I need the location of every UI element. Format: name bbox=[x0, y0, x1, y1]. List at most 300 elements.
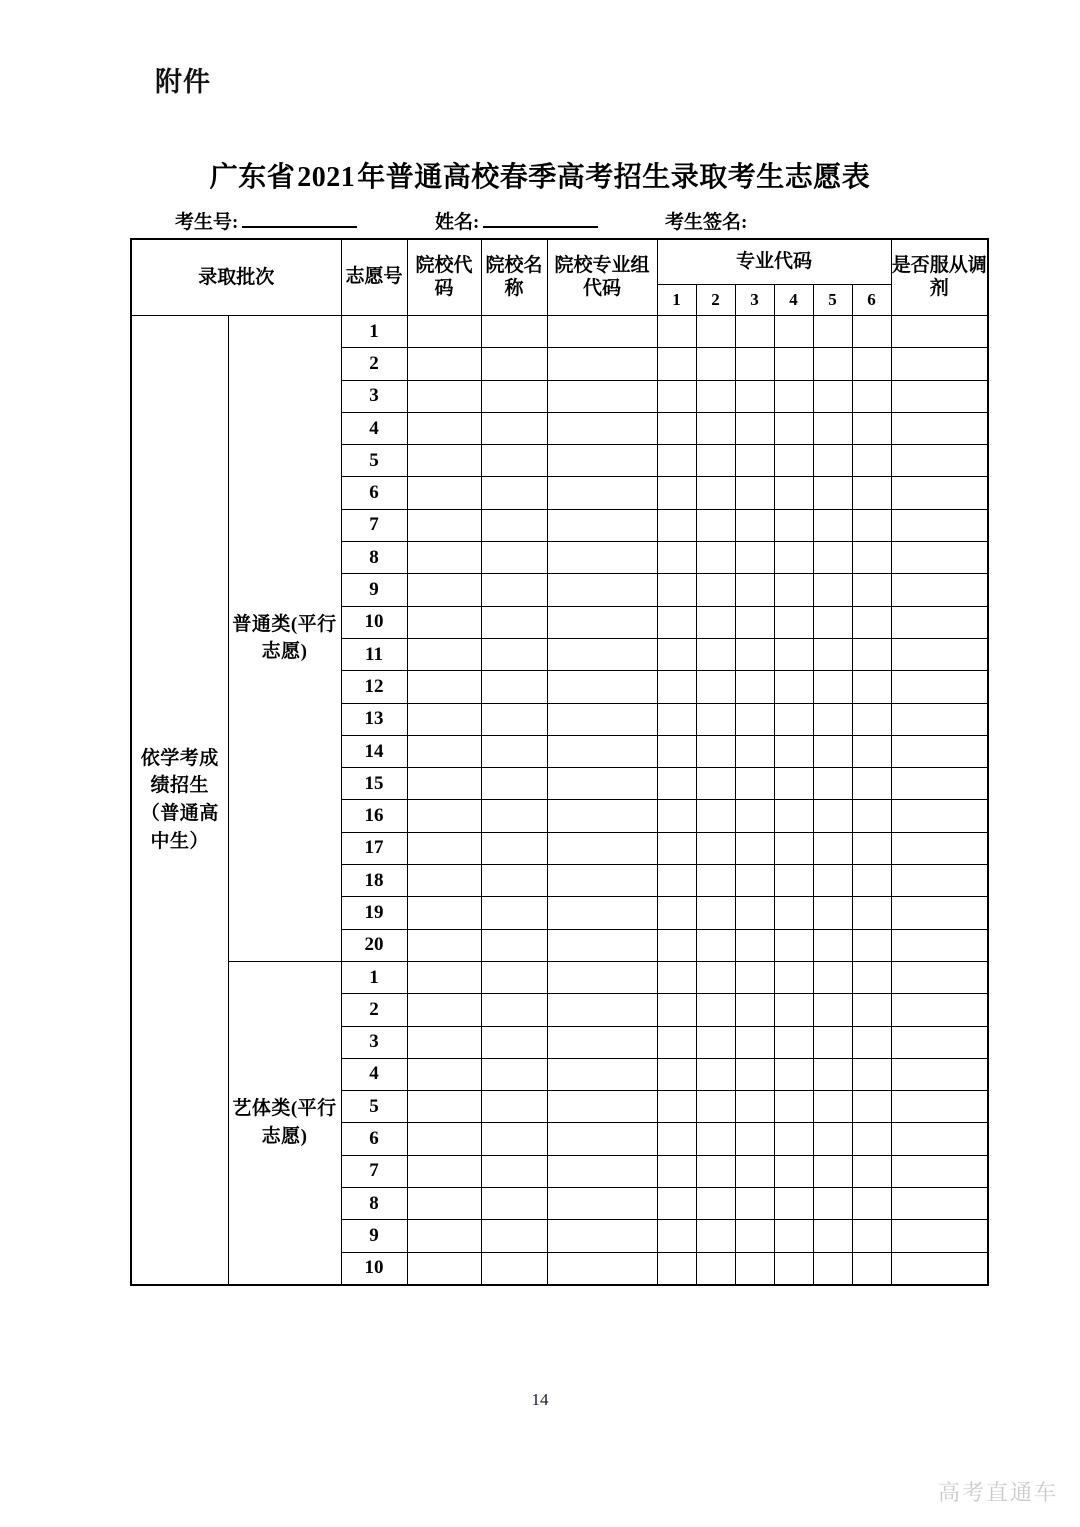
cell-school-name[interactable] bbox=[481, 1188, 547, 1220]
cell-school-name[interactable] bbox=[481, 768, 547, 800]
cell-school-group-code[interactable] bbox=[547, 1155, 657, 1187]
cell-major-6[interactable] bbox=[852, 1155, 891, 1187]
cell-obey-adjust[interactable] bbox=[891, 800, 988, 832]
cell-obey-adjust[interactable] bbox=[891, 445, 988, 477]
cell-major-1[interactable] bbox=[657, 961, 696, 993]
cell-obey-adjust[interactable] bbox=[891, 1058, 988, 1090]
cell-school-name[interactable] bbox=[481, 1220, 547, 1252]
cell-major-3[interactable] bbox=[735, 800, 774, 832]
cell-school-code[interactable] bbox=[407, 897, 481, 929]
cell-major-4[interactable] bbox=[774, 671, 813, 703]
cell-major-4[interactable] bbox=[774, 703, 813, 735]
cell-major-5[interactable] bbox=[813, 1252, 852, 1285]
cell-school-group-code[interactable] bbox=[547, 1058, 657, 1090]
cell-major-4[interactable] bbox=[774, 897, 813, 929]
cell-major-6[interactable] bbox=[852, 542, 891, 574]
cell-school-group-code[interactable] bbox=[547, 961, 657, 993]
cell-major-3[interactable] bbox=[735, 929, 774, 961]
cell-obey-adjust[interactable] bbox=[891, 542, 988, 574]
cell-major-5[interactable] bbox=[813, 542, 852, 574]
cell-school-name[interactable] bbox=[481, 1091, 547, 1123]
cell-major-4[interactable] bbox=[774, 1058, 813, 1090]
cell-major-5[interactable] bbox=[813, 1058, 852, 1090]
cell-major-6[interactable] bbox=[852, 477, 891, 509]
cell-school-name[interactable] bbox=[481, 477, 547, 509]
cell-major-1[interactable] bbox=[657, 542, 696, 574]
cell-obey-adjust[interactable] bbox=[891, 865, 988, 897]
cell-obey-adjust[interactable] bbox=[891, 412, 988, 444]
cell-major-6[interactable] bbox=[852, 316, 891, 348]
cell-major-3[interactable] bbox=[735, 316, 774, 348]
cell-major-4[interactable] bbox=[774, 1188, 813, 1220]
cell-major-5[interactable] bbox=[813, 1220, 852, 1252]
cell-obey-adjust[interactable] bbox=[891, 348, 988, 380]
cell-major-2[interactable] bbox=[696, 606, 735, 638]
cell-major-3[interactable] bbox=[735, 1155, 774, 1187]
cell-major-6[interactable] bbox=[852, 638, 891, 670]
cell-school-name[interactable] bbox=[481, 735, 547, 767]
cell-major-4[interactable] bbox=[774, 380, 813, 412]
cell-major-6[interactable] bbox=[852, 574, 891, 606]
cell-major-1[interactable] bbox=[657, 865, 696, 897]
cell-major-2[interactable] bbox=[696, 380, 735, 412]
cell-major-3[interactable] bbox=[735, 606, 774, 638]
cell-school-name[interactable] bbox=[481, 929, 547, 961]
cell-obey-adjust[interactable] bbox=[891, 1220, 988, 1252]
cell-major-6[interactable] bbox=[852, 1058, 891, 1090]
cell-major-2[interactable] bbox=[696, 994, 735, 1026]
cell-major-5[interactable] bbox=[813, 897, 852, 929]
cell-school-code[interactable] bbox=[407, 542, 481, 574]
cell-major-6[interactable] bbox=[852, 380, 891, 412]
cell-school-group-code[interactable] bbox=[547, 671, 657, 703]
cell-major-2[interactable] bbox=[696, 703, 735, 735]
cell-obey-adjust[interactable] bbox=[891, 735, 988, 767]
cell-major-4[interactable] bbox=[774, 832, 813, 864]
cell-major-5[interactable] bbox=[813, 574, 852, 606]
cell-major-1[interactable] bbox=[657, 638, 696, 670]
cell-school-group-code[interactable] bbox=[547, 348, 657, 380]
cell-major-1[interactable] bbox=[657, 1188, 696, 1220]
cell-school-name[interactable] bbox=[481, 509, 547, 541]
cell-obey-adjust[interactable] bbox=[891, 606, 988, 638]
cell-major-5[interactable] bbox=[813, 380, 852, 412]
cell-major-1[interactable] bbox=[657, 832, 696, 864]
exam-number-field[interactable] bbox=[175, 207, 357, 234]
cell-school-code[interactable] bbox=[407, 606, 481, 638]
cell-major-4[interactable] bbox=[774, 735, 813, 767]
student-name-blank[interactable] bbox=[483, 212, 598, 228]
cell-major-6[interactable] bbox=[852, 994, 891, 1026]
cell-major-4[interactable] bbox=[774, 1091, 813, 1123]
cell-school-group-code[interactable] bbox=[547, 1188, 657, 1220]
cell-major-2[interactable] bbox=[696, 1091, 735, 1123]
cell-major-4[interactable] bbox=[774, 994, 813, 1026]
cell-major-5[interactable] bbox=[813, 1123, 852, 1155]
cell-major-6[interactable] bbox=[852, 897, 891, 929]
cell-major-4[interactable] bbox=[774, 800, 813, 832]
cell-major-3[interactable] bbox=[735, 832, 774, 864]
cell-major-1[interactable] bbox=[657, 606, 696, 638]
cell-major-2[interactable] bbox=[696, 445, 735, 477]
cell-school-group-code[interactable] bbox=[547, 1123, 657, 1155]
cell-major-1[interactable] bbox=[657, 1252, 696, 1285]
cell-obey-adjust[interactable] bbox=[891, 316, 988, 348]
cell-school-code[interactable] bbox=[407, 477, 481, 509]
cell-major-5[interactable] bbox=[813, 961, 852, 993]
cell-obey-adjust[interactable] bbox=[891, 703, 988, 735]
cell-major-5[interactable] bbox=[813, 929, 852, 961]
cell-major-1[interactable] bbox=[657, 1058, 696, 1090]
cell-obey-adjust[interactable] bbox=[891, 994, 988, 1026]
cell-obey-adjust[interactable] bbox=[891, 1252, 988, 1285]
cell-school-name[interactable] bbox=[481, 1155, 547, 1187]
cell-school-group-code[interactable] bbox=[547, 477, 657, 509]
cell-school-code[interactable] bbox=[407, 671, 481, 703]
cell-major-6[interactable] bbox=[852, 1026, 891, 1058]
cell-major-2[interactable] bbox=[696, 832, 735, 864]
cell-school-group-code[interactable] bbox=[547, 1252, 657, 1285]
cell-obey-adjust[interactable] bbox=[891, 1155, 988, 1187]
cell-major-2[interactable] bbox=[696, 735, 735, 767]
cell-school-group-code[interactable] bbox=[547, 542, 657, 574]
cell-major-3[interactable] bbox=[735, 1091, 774, 1123]
cell-major-2[interactable] bbox=[696, 348, 735, 380]
cell-school-name[interactable] bbox=[481, 897, 547, 929]
cell-obey-adjust[interactable] bbox=[891, 1123, 988, 1155]
cell-obey-adjust[interactable] bbox=[891, 1026, 988, 1058]
cell-major-4[interactable] bbox=[774, 477, 813, 509]
cell-major-1[interactable] bbox=[657, 800, 696, 832]
cell-school-code[interactable] bbox=[407, 380, 481, 412]
cell-school-group-code[interactable] bbox=[547, 412, 657, 444]
cell-major-3[interactable] bbox=[735, 865, 774, 897]
cell-major-5[interactable] bbox=[813, 1026, 852, 1058]
cell-major-1[interactable] bbox=[657, 1155, 696, 1187]
cell-major-6[interactable] bbox=[852, 1252, 891, 1285]
cell-obey-adjust[interactable] bbox=[891, 929, 988, 961]
cell-major-1[interactable] bbox=[657, 1091, 696, 1123]
cell-major-4[interactable] bbox=[774, 574, 813, 606]
cell-school-name[interactable] bbox=[481, 1252, 547, 1285]
cell-school-group-code[interactable] bbox=[547, 316, 657, 348]
cell-major-1[interactable] bbox=[657, 897, 696, 929]
cell-school-code[interactable] bbox=[407, 929, 481, 961]
cell-school-group-code[interactable] bbox=[547, 865, 657, 897]
cell-school-code[interactable] bbox=[407, 1026, 481, 1058]
cell-school-group-code[interactable] bbox=[547, 703, 657, 735]
cell-major-6[interactable] bbox=[852, 1091, 891, 1123]
cell-major-5[interactable] bbox=[813, 348, 852, 380]
cell-obey-adjust[interactable] bbox=[891, 768, 988, 800]
cell-major-4[interactable] bbox=[774, 542, 813, 574]
cell-school-name[interactable] bbox=[481, 574, 547, 606]
cell-school-code[interactable] bbox=[407, 348, 481, 380]
cell-major-4[interactable] bbox=[774, 1026, 813, 1058]
cell-major-2[interactable] bbox=[696, 768, 735, 800]
cell-major-6[interactable] bbox=[852, 412, 891, 444]
cell-major-2[interactable] bbox=[696, 865, 735, 897]
cell-school-code[interactable] bbox=[407, 800, 481, 832]
cell-major-4[interactable] bbox=[774, 316, 813, 348]
cell-major-5[interactable] bbox=[813, 477, 852, 509]
cell-major-4[interactable] bbox=[774, 1252, 813, 1285]
cell-obey-adjust[interactable] bbox=[891, 832, 988, 864]
cell-school-name[interactable] bbox=[481, 445, 547, 477]
cell-school-group-code[interactable] bbox=[547, 768, 657, 800]
cell-school-code[interactable] bbox=[407, 1188, 481, 1220]
cell-major-2[interactable] bbox=[696, 1188, 735, 1220]
cell-major-4[interactable] bbox=[774, 865, 813, 897]
cell-major-4[interactable] bbox=[774, 1123, 813, 1155]
cell-school-name[interactable] bbox=[481, 606, 547, 638]
cell-major-6[interactable] bbox=[852, 1188, 891, 1220]
cell-major-1[interactable] bbox=[657, 1123, 696, 1155]
cell-school-name[interactable] bbox=[481, 703, 547, 735]
cell-school-name[interactable] bbox=[481, 994, 547, 1026]
cell-major-6[interactable] bbox=[852, 929, 891, 961]
cell-major-2[interactable] bbox=[696, 929, 735, 961]
cell-major-1[interactable] bbox=[657, 509, 696, 541]
cell-school-code[interactable] bbox=[407, 961, 481, 993]
cell-major-3[interactable] bbox=[735, 1058, 774, 1090]
cell-major-6[interactable] bbox=[852, 961, 891, 993]
exam-number-blank[interactable] bbox=[242, 212, 357, 228]
cell-school-group-code[interactable] bbox=[547, 445, 657, 477]
cell-major-1[interactable] bbox=[657, 929, 696, 961]
cell-major-2[interactable] bbox=[696, 1252, 735, 1285]
cell-major-1[interactable] bbox=[657, 1220, 696, 1252]
cell-major-4[interactable] bbox=[774, 961, 813, 993]
cell-major-5[interactable] bbox=[813, 1091, 852, 1123]
cell-school-group-code[interactable] bbox=[547, 994, 657, 1026]
cell-major-2[interactable] bbox=[696, 542, 735, 574]
cell-major-3[interactable] bbox=[735, 1220, 774, 1252]
cell-major-3[interactable] bbox=[735, 477, 774, 509]
cell-major-5[interactable] bbox=[813, 865, 852, 897]
cell-school-code[interactable] bbox=[407, 1155, 481, 1187]
cell-school-name[interactable] bbox=[481, 380, 547, 412]
cell-major-5[interactable] bbox=[813, 768, 852, 800]
cell-major-1[interactable] bbox=[657, 412, 696, 444]
cell-major-6[interactable] bbox=[852, 606, 891, 638]
cell-major-3[interactable] bbox=[735, 509, 774, 541]
cell-major-1[interactable] bbox=[657, 477, 696, 509]
cell-major-6[interactable] bbox=[852, 703, 891, 735]
cell-major-2[interactable] bbox=[696, 897, 735, 929]
cell-major-6[interactable] bbox=[852, 348, 891, 380]
cell-major-5[interactable] bbox=[813, 1188, 852, 1220]
cell-major-6[interactable] bbox=[852, 735, 891, 767]
cell-school-code[interactable] bbox=[407, 1058, 481, 1090]
cell-major-2[interactable] bbox=[696, 671, 735, 703]
cell-school-name[interactable] bbox=[481, 832, 547, 864]
cell-major-1[interactable] bbox=[657, 735, 696, 767]
cell-school-code[interactable] bbox=[407, 768, 481, 800]
cell-school-group-code[interactable] bbox=[547, 1220, 657, 1252]
cell-school-code[interactable] bbox=[407, 638, 481, 670]
cell-major-2[interactable] bbox=[696, 509, 735, 541]
cell-major-2[interactable] bbox=[696, 638, 735, 670]
cell-major-6[interactable] bbox=[852, 445, 891, 477]
cell-major-1[interactable] bbox=[657, 703, 696, 735]
cell-school-name[interactable] bbox=[481, 542, 547, 574]
cell-major-2[interactable] bbox=[696, 800, 735, 832]
cell-major-1[interactable] bbox=[657, 348, 696, 380]
cell-major-6[interactable] bbox=[852, 800, 891, 832]
cell-major-4[interactable] bbox=[774, 412, 813, 444]
cell-major-3[interactable] bbox=[735, 412, 774, 444]
cell-major-5[interactable] bbox=[813, 509, 852, 541]
cell-major-5[interactable] bbox=[813, 412, 852, 444]
cell-school-code[interactable] bbox=[407, 703, 481, 735]
cell-major-1[interactable] bbox=[657, 1026, 696, 1058]
cell-obey-adjust[interactable] bbox=[891, 574, 988, 606]
cell-major-2[interactable] bbox=[696, 1155, 735, 1187]
cell-major-2[interactable] bbox=[696, 1058, 735, 1090]
cell-major-5[interactable] bbox=[813, 994, 852, 1026]
cell-major-3[interactable] bbox=[735, 703, 774, 735]
cell-major-5[interactable] bbox=[813, 316, 852, 348]
cell-major-6[interactable] bbox=[852, 832, 891, 864]
cell-major-3[interactable] bbox=[735, 574, 774, 606]
cell-major-5[interactable] bbox=[813, 703, 852, 735]
cell-major-1[interactable] bbox=[657, 671, 696, 703]
cell-school-code[interactable] bbox=[407, 994, 481, 1026]
cell-school-code[interactable] bbox=[407, 1252, 481, 1285]
cell-school-group-code[interactable] bbox=[547, 638, 657, 670]
cell-major-3[interactable] bbox=[735, 348, 774, 380]
cell-major-6[interactable] bbox=[852, 509, 891, 541]
cell-major-2[interactable] bbox=[696, 574, 735, 606]
cell-school-name[interactable] bbox=[481, 1026, 547, 1058]
cell-major-3[interactable] bbox=[735, 994, 774, 1026]
cell-obey-adjust[interactable] bbox=[891, 961, 988, 993]
cell-school-name[interactable] bbox=[481, 961, 547, 993]
cell-school-group-code[interactable] bbox=[547, 800, 657, 832]
cell-major-6[interactable] bbox=[852, 1220, 891, 1252]
cell-major-3[interactable] bbox=[735, 1026, 774, 1058]
cell-obey-adjust[interactable] bbox=[891, 477, 988, 509]
cell-major-3[interactable] bbox=[735, 542, 774, 574]
cell-school-name[interactable] bbox=[481, 1058, 547, 1090]
cell-major-4[interactable] bbox=[774, 509, 813, 541]
cell-school-group-code[interactable] bbox=[547, 1091, 657, 1123]
cell-major-5[interactable] bbox=[813, 445, 852, 477]
cell-major-1[interactable] bbox=[657, 768, 696, 800]
cell-obey-adjust[interactable] bbox=[891, 1091, 988, 1123]
cell-major-1[interactable] bbox=[657, 445, 696, 477]
cell-school-name[interactable] bbox=[481, 865, 547, 897]
cell-major-2[interactable] bbox=[696, 412, 735, 444]
cell-obey-adjust[interactable] bbox=[891, 671, 988, 703]
cell-major-4[interactable] bbox=[774, 929, 813, 961]
cell-school-group-code[interactable] bbox=[547, 380, 657, 412]
cell-major-5[interactable] bbox=[813, 671, 852, 703]
cell-obey-adjust[interactable] bbox=[891, 1188, 988, 1220]
cell-major-2[interactable] bbox=[696, 1026, 735, 1058]
student-name-field[interactable] bbox=[435, 207, 598, 234]
cell-major-6[interactable] bbox=[852, 768, 891, 800]
cell-school-group-code[interactable] bbox=[547, 574, 657, 606]
cell-school-code[interactable] bbox=[407, 865, 481, 897]
cell-major-4[interactable] bbox=[774, 1220, 813, 1252]
cell-school-name[interactable] bbox=[481, 638, 547, 670]
cell-school-code[interactable] bbox=[407, 316, 481, 348]
cell-major-4[interactable] bbox=[774, 1155, 813, 1187]
cell-obey-adjust[interactable] bbox=[891, 509, 988, 541]
cell-major-5[interactable] bbox=[813, 1155, 852, 1187]
cell-school-group-code[interactable] bbox=[547, 735, 657, 767]
cell-major-5[interactable] bbox=[813, 735, 852, 767]
cell-obey-adjust[interactable] bbox=[891, 638, 988, 670]
cell-major-5[interactable] bbox=[813, 638, 852, 670]
cell-major-4[interactable] bbox=[774, 606, 813, 638]
cell-major-3[interactable] bbox=[735, 671, 774, 703]
cell-major-4[interactable] bbox=[774, 348, 813, 380]
cell-school-code[interactable] bbox=[407, 509, 481, 541]
cell-school-code[interactable] bbox=[407, 412, 481, 444]
cell-major-2[interactable] bbox=[696, 477, 735, 509]
cell-school-code[interactable] bbox=[407, 735, 481, 767]
cell-school-code[interactable] bbox=[407, 832, 481, 864]
cell-school-name[interactable] bbox=[481, 412, 547, 444]
cell-school-group-code[interactable] bbox=[547, 606, 657, 638]
cell-major-1[interactable] bbox=[657, 994, 696, 1026]
cell-school-name[interactable] bbox=[481, 1123, 547, 1155]
cell-major-1[interactable] bbox=[657, 574, 696, 606]
cell-major-6[interactable] bbox=[852, 1123, 891, 1155]
cell-major-5[interactable] bbox=[813, 606, 852, 638]
cell-major-2[interactable] bbox=[696, 1123, 735, 1155]
cell-school-code[interactable] bbox=[407, 574, 481, 606]
cell-school-group-code[interactable] bbox=[547, 832, 657, 864]
cell-major-2[interactable] bbox=[696, 961, 735, 993]
cell-major-2[interactable] bbox=[696, 1220, 735, 1252]
cell-major-3[interactable] bbox=[735, 897, 774, 929]
cell-school-code[interactable] bbox=[407, 1091, 481, 1123]
cell-major-4[interactable] bbox=[774, 445, 813, 477]
cell-major-3[interactable] bbox=[735, 1123, 774, 1155]
cell-obey-adjust[interactable] bbox=[891, 897, 988, 929]
cell-major-3[interactable] bbox=[735, 961, 774, 993]
cell-major-1[interactable] bbox=[657, 316, 696, 348]
cell-school-group-code[interactable] bbox=[547, 509, 657, 541]
cell-school-group-code[interactable] bbox=[547, 1026, 657, 1058]
cell-school-name[interactable] bbox=[481, 348, 547, 380]
cell-obey-adjust[interactable] bbox=[891, 380, 988, 412]
cell-school-group-code[interactable] bbox=[547, 897, 657, 929]
cell-major-6[interactable] bbox=[852, 865, 891, 897]
cell-major-3[interactable] bbox=[735, 768, 774, 800]
cell-school-name[interactable] bbox=[481, 800, 547, 832]
cell-major-3[interactable] bbox=[735, 735, 774, 767]
cell-major-4[interactable] bbox=[774, 638, 813, 670]
student-signature-field[interactable] bbox=[665, 207, 747, 234]
cell-major-5[interactable] bbox=[813, 800, 852, 832]
cell-major-3[interactable] bbox=[735, 445, 774, 477]
cell-major-1[interactable] bbox=[657, 380, 696, 412]
cell-school-code[interactable] bbox=[407, 1220, 481, 1252]
cell-school-name[interactable] bbox=[481, 316, 547, 348]
cell-major-4[interactable] bbox=[774, 768, 813, 800]
cell-major-3[interactable] bbox=[735, 638, 774, 670]
cell-major-3[interactable] bbox=[735, 1252, 774, 1285]
cell-school-group-code[interactable] bbox=[547, 929, 657, 961]
cell-school-code[interactable] bbox=[407, 445, 481, 477]
cell-major-3[interactable] bbox=[735, 1188, 774, 1220]
cell-school-code[interactable] bbox=[407, 1123, 481, 1155]
